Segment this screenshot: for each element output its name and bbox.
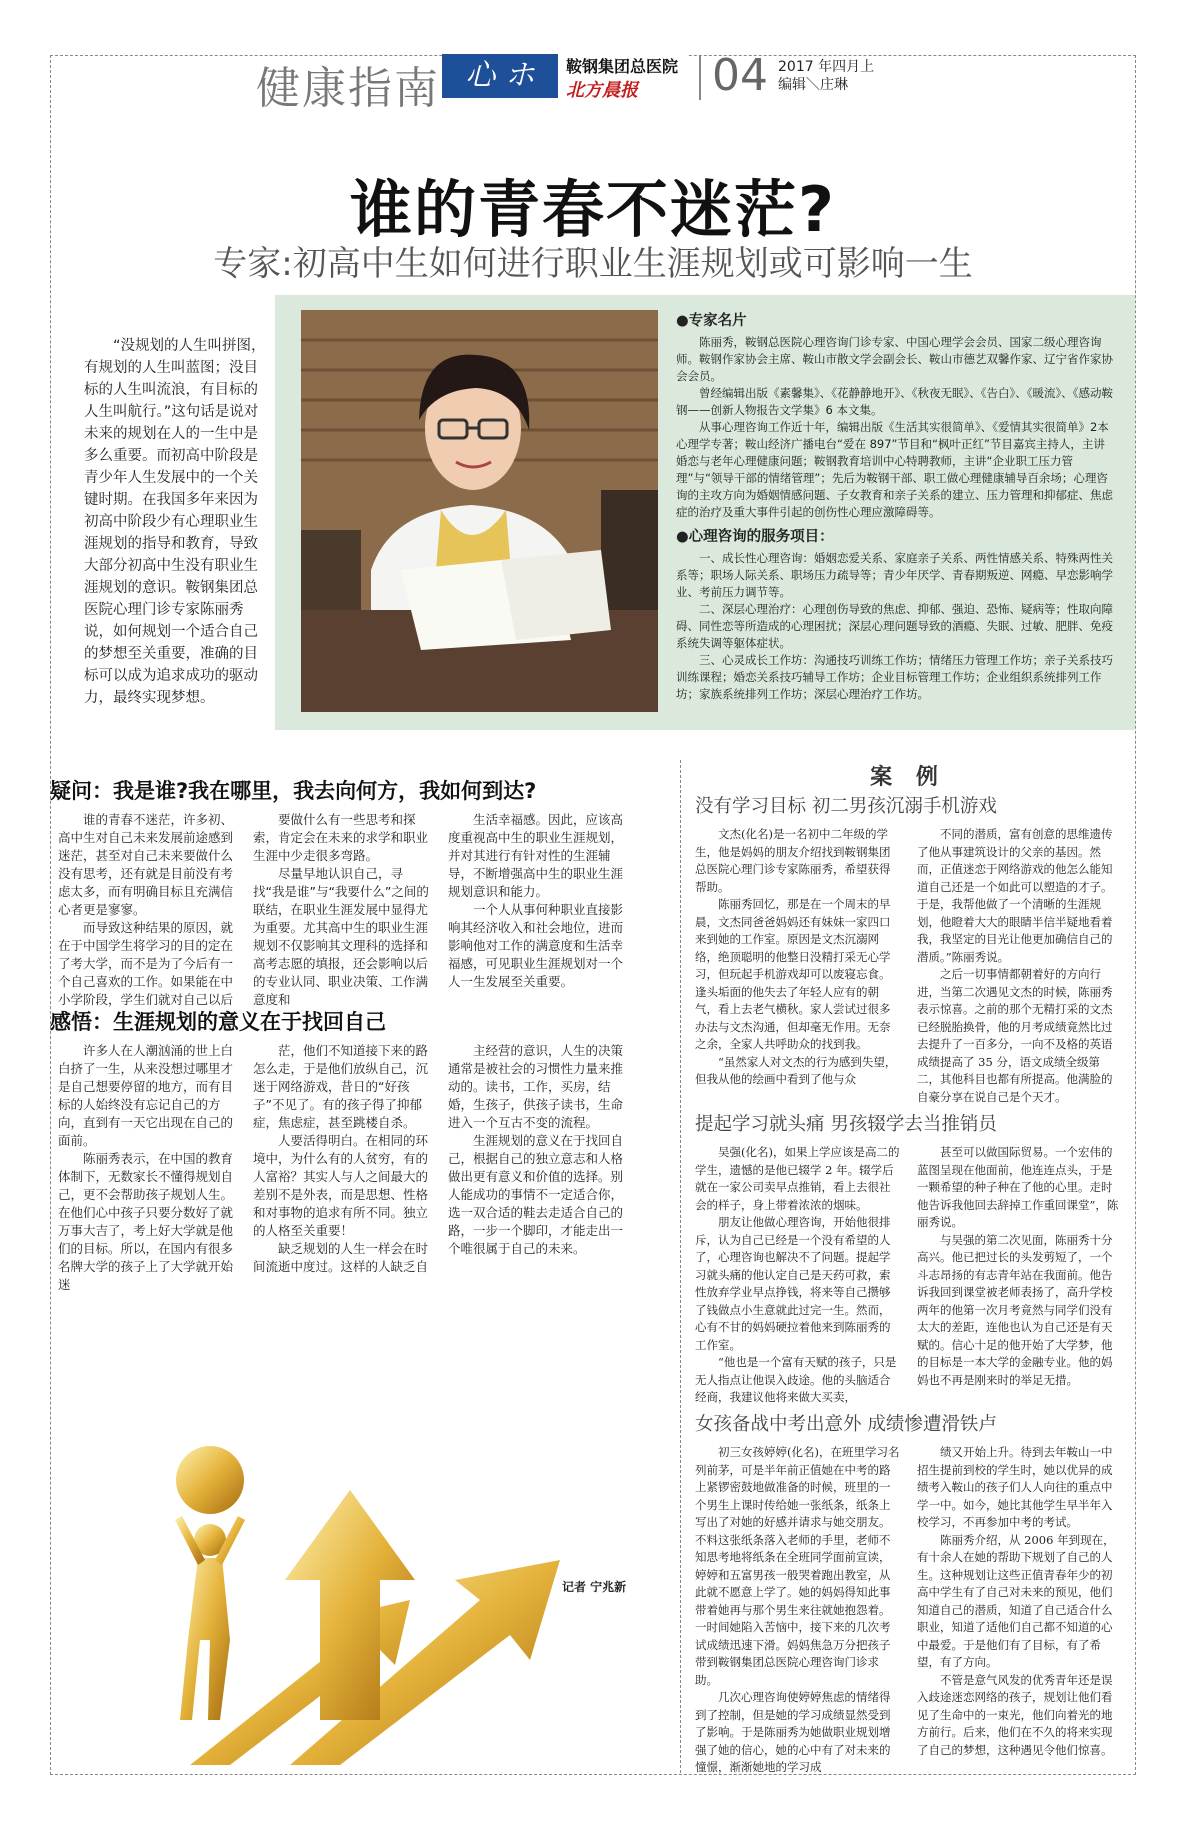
section2-c2a: 茫，他们不知道接下来的路怎么走，于是他们放纵自己，沉迷于网络游戏，昔日的“好孩子”不见了。有的孩子得了抑郁症，焦虑症，甚至跳楼自杀。 — [253, 1043, 429, 1130]
case2-l3: “他也是一个富有天赋的孩子，只是无人指点让他误入歧途。他的头脑适合经商，我建议他将来做大买卖， — [695, 1355, 897, 1404]
service-heading: ●心理咨询的服务项目： — [676, 529, 834, 545]
section2-c1b: 陈丽秀表示，在中国的教育体制下，无数家长不懂得规划自己，更不会帮助孩子规划人生。在他们心中孩子只要分数好了就万事大吉了，考上好大学就是他们的目标。所以，在国内有很多名牌大学的孩子上了大学就开始迷 — [58, 1151, 234, 1292]
section1-col3 — [448, 811, 628, 991]
header-divider — [699, 56, 701, 100]
section2-body — [50, 1042, 650, 1292]
case2-l1: 吴强(化名)，如果上学应该是高二的学生，遗憾的是他已辍学 2 年。辍学后就在一家公司卖早点推销，看上去很社会的样子，身上带着浓浓的烟味。 — [695, 1145, 900, 1212]
section1-c1a: 谁的青春不迷茫，许多初、高中生对自己未来发展前途感到迷茫，甚至对自己未来要做什么没有思考，还有就是目前没有考虑太多，而有明确目标且充满信心者更是寥寥。 — [58, 812, 234, 917]
expert-bio-p1: 陈丽秀，鞍钢总医院心理咨询门诊专家、中国心理学会会员、国家二级心理咨询师。鞍钢作家协会主席、鞍山市散文学会副会长、鞍山市德艺双馨作家、辽宁省作家协会会员。 — [676, 335, 1113, 383]
subheadline: 专家:初高中生如何进行职业生涯规划或可影响一生 — [213, 244, 973, 284]
expert-portrait-illustration — [301, 310, 658, 712]
section-title: 健康指南 — [256, 63, 440, 114]
case1-right-col — [917, 826, 1122, 1106]
section2-c2b: 人要活得明白。在相同的环境中，为什么有的人贫穷，有的人富裕？其实人与人之间最大的差别不是外表，而是思想、性格和对事物的追求有所不同。独立的人格至关重要！ — [253, 1133, 429, 1238]
section1-heading: 疑问：我是谁?我在哪里，我去向何方，我如何到达? — [50, 779, 537, 803]
intro-paragraph: “没规划的人生叫拼图，有规划的人生叫蓝图；没目标的人生叫流浪，有目标的人生叫航行。”这句话是说对未来的规划在人的一生中是多么重要。而初高中阶段是青少年人生发展中的一个关键时期。在我国多年来因为初高中阶段少有心理职业生涯规划的指导和教育，导致大部分初高中生没有职业生涯规划的意识。鞍钢集团总医院心理门诊专家陈丽秀说，如何规划一个适合自己的梦想至关重要，准确的目标可以成为追求成功的驱动力，最终实现梦想。 — [84, 338, 266, 706]
section1-c3b: 一个人从事何种职业直接影响其经济收入和社会地位，进而影响他对工作的满意度和生活幸福感，可见职业生涯规划对一个人一生发展至关重要。 — [448, 902, 624, 989]
expert-bio-p2: 曾经编辑出版《素馨集》、《花静静地开》、《秋夜无眠》、《告白》、《暖流》、《感动鞍钢——创新人物报告文学集》6 本文集。 — [676, 386, 1113, 417]
service-item-1: 一、成长性心理咨询：婚姻恋爱关系、家庭亲子关系、两性情感关系、特殊两性关系等；职场人际关系、职场压力疏导等；青少年厌学、青春期叛逆、网瘾、早恋影响学业、考前压力调节等。 — [676, 551, 1113, 599]
banner-logo: 心 ホ — [442, 54, 558, 98]
section2-col1 — [58, 1042, 238, 1294]
case2-l2: 朋友让他做心理咨询，开始他很排斥，认为自己已经是一个没有希望的人了，心理咨询也解决不了问题。提起学习就头痛的他认定自己是天药可救，索性放弃学业早点挣钱，将来等自己攒够了钱做点小生意就此过完一生。然而，心有不甘的妈妈硬拉着他来到陈丽秀的工作室。 — [695, 1215, 891, 1352]
case3-heading: 女孩备战中考出意外 成绩惨遭滑铁卢 — [695, 1414, 997, 1435]
case3-right-col — [917, 1444, 1122, 1759]
case2-r2: 与吴强的第二次见面，陈丽秀十分高兴。他已把过长的头发剪短了，一个斗志昂扬的有志青年站在我面前。他告诉我回到课堂被老师表扬了，高升学校两年的他第一次月考竟然与同学们没有太大的差距，连他也认为自己还是有天赋的。信心十足的他开始了大学梦，他的目标是一本大学的金融专业。他的妈妈也不再是刚来时的举足无措。 — [917, 1232, 1113, 1387]
case1-l2: 陈丽秀回忆，那是在一个周末的早晨，文杰同爸爸妈妈还有妹妹一家四口来到她的工作室。原因是文杰沉溺网络，绝顶聪明的他整日没精打采无心学习，但玩起手机游戏却可以废寝忘食。逢头垢面的他失去了年轻人应有的朝气，看上去老气横秋。家人尝试过很多办法与文杰沟通，但却毫无作用。无奈之余，全家人共呼助众的找到我。 — [695, 897, 891, 1051]
case1-l3: “虽然家人对文杰的行为感到失望，但我从他的绘画中看到了他与众 — [695, 1054, 897, 1086]
case3-r3: 不管是意气风发的优秀青年还是误入歧途迷恋网络的孩子，规划让他们看见了生命中的一束光，他们向着光的地方前行。后来，他们在不久的将来实现了自己的梦想，这种遇见令他们惊喜。 — [917, 1672, 1113, 1757]
case1-r1: 不同的潜质，富有创意的思维遗传了他从事建筑设计的父亲的基因。然而，正值迷恋于网络游戏的他怎么能知道自己还是一个如此可以塑造的才子。于是，我帮他做了一个清晰的生涯规划，他瞪着大大的眼睛半信半疑地看着我，我坚定的目光让他更加确信自己的潜质。”陈丽秀说。 — [917, 827, 1113, 964]
case-panel-title: 案 例 — [870, 765, 946, 790]
case3-l1: 初三女孩婷婷(化名)，在班里学习名列前茅，可是半年前正值她在中考的路上紧锣密鼓地做准备的时候，班里的一个男生上课时传给她一张纸条，纸条上写出了对她的好感并请求与她交朋友。不料这张纸条落入老师的手里，老师不知思考地将纸条在全班同学面前宣读，婷婷和五富男孩一般哭着跑出教室，从此就不愿意上学了。她的妈妈得知此事带着她再与那个男生来往就她抱怨着。一时间她陷入苦恼中，接下来的几次考试成绩迅速下滑。妈妈焦急万分把孩子带到鞍钢集团总医院心理咨询门诊求助。 — [695, 1445, 900, 1687]
case2-right-col — [917, 1144, 1122, 1389]
case3-r1: 绩又开始上升。待到去年鞍山一中招生提前到校的学生时，她以优异的成绩考入鞍山的孩子们人人向往的重点中学一中。如今，她比其他学生早半年入校学习，不再参加中考的考试。 — [917, 1445, 1113, 1529]
section1-c1b: 而导致这种结果的原因，就在于中国学生将学习的目的定在了考大学，而不是为了今后有一个自己喜欢的工作。如果能在中小学阶段，学生们就对自己以后 — [58, 920, 234, 1007]
expert-card-heading: ●专家名片 — [676, 313, 747, 329]
section1-c3a: 生活幸福感。因此，应该高度重视高中生的职业生涯规划，并对其进行有针对性的生涯辅导，不断增强高中生的职业生涯规划意识和能力。 — [448, 812, 624, 899]
banner-hospital: 鞍钢集团总医院 — [566, 57, 679, 76]
section2-c2c: 缺乏规划的人生一样会在时间流逝中度过。这样的人缺乏自 — [253, 1241, 429, 1274]
section2-c3b: 生涯规划的意义在于找回自己，根据自己的独立意志和人格做出更有意义和价值的选择。别人能成功的事情不一定适合你，选一双合适的鞋去走适合自己的路，一步一个脚印，才能走出一个唯很属于自己的未来。 — [448, 1133, 624, 1256]
expert-bio — [676, 313, 1116, 703]
section2-c1a: 许多人在人潮汹涌的世上白白挤了一生，从来没想过哪里才是自己想要停留的地方，而有目标的人始终没有忘记自己的方向，直到有一天它出现在自己的面前。 — [58, 1043, 234, 1148]
masthead-banner — [442, 54, 687, 101]
case2-r1: 甚至可以做国际贸易。一个宏伟的蓝图呈现在他面前，他连连点头，于是一颗希望的种子种在了他的心里。走时他告诉我他回去辞掉工作重回课堂”，陈丽秀说。 — [917, 1145, 1119, 1229]
case-panel — [680, 760, 1135, 1773]
case2-left-col — [695, 1144, 900, 1407]
banner-paper: 北方晨报 — [566, 80, 638, 101]
case2-heading: 提起学习就头痛 男孩辍学去当推销员 — [695, 1114, 997, 1135]
reporter-byline: 记者 宁兆新 — [562, 1580, 627, 1594]
case3-left-col — [695, 1444, 900, 1777]
section1-c2b: 尽量早地认识自己，寻找“我是谁”与“我要什么”之间的联结，在职业生涯发展中显得尤为重要。尤其高中生的职业生涯规划不仅影响其文理科的选择和高考志愿的填报，还会影响以后的专业认同、职业决策、工作满意度和 — [253, 866, 429, 1007]
section1-col2 — [253, 811, 433, 1009]
service-item-3: 三、心灵成长工作坊：沟通技巧训练工作坊；情绪压力管理工作坊；亲子关系技巧训练课程；婚恋关系技巧辅导工作坊；企业目标管理工作坊；企业组织系统排列工作坊；家族系统排列工作坊；深层心理治疗工作坊。 — [676, 653, 1113, 701]
case1-r2: 之后一切事情都朝着好的方向行进，当第二次遇见文杰的时候，陈丽秀表示惊喜。之前的那个无精打采的文杰已经脱胎换骨，他的月考成绩竟然比过去提升了一百多分，一向不及格的英语成绩提高了 35 分，语文成绩全级第二，其他科目也都有所提高。他满脸的自豪分享在说自己是个天才。 — [917, 967, 1113, 1104]
section1-col1 — [58, 811, 238, 1009]
issue-info — [778, 58, 874, 94]
issue-date: 2017 年四月上 — [778, 59, 875, 75]
case1-heading: 没有学习目标 初二男孩沉溺手机游戏 — [695, 796, 997, 817]
page-number: 04 — [712, 50, 768, 101]
section2-col3 — [448, 1042, 628, 1258]
section2-c3a: 主经营的意识，人生的决策通常是被社会的习惯性力量来推动的。读书，工作，买房，结婚，生孩子，供孩子读书，生命进入一个互古不变的流程。 — [448, 1043, 624, 1130]
section2-heading: 感悟：生涯规划的意义在于找回自己 — [50, 1010, 386, 1034]
expert-bio-p3: 从事心理咨询工作近十年，编辑出版《生活其实很简单》、《爱情其实很简单》2本心理学专著；鞍山经济广播电台“爱在 897”节目和“枫叶正红”节目嘉宾主持人，主讲婚恋与老年心理健康问题；鞍钢教育培训中心特聘教师，主讲“企业职工压力管理”与“领导干部的情绪管理”；先后为鞍钢干部、职工做心理健康辅导百余场；心理咨询的主攻方向为婚姻情感问题、子女教育和亲子关系的建立、压力管理和抑郁症、焦虑症的治疗及重大事件引起的创伤性心理应激障碍等。 — [676, 420, 1113, 519]
expert-photo — [301, 310, 658, 712]
section1-c2a: 要做什么有一些思考和探索，肯定会在未来的求学和职业生涯中少走很多弯路。 — [253, 812, 429, 863]
gold-figure-arrows-illustration — [60, 1420, 660, 1765]
case1-l1: 文杰(化名)是一名初中二年级的学生，他是妈妈的朋友介绍找到鞍钢集团总医院心理门诊专家陈丽秀，希望获得帮助。 — [695, 827, 891, 894]
section1-body — [50, 811, 650, 1011]
headline: 谁的青春不迷茫? — [350, 173, 836, 246]
section2-col2 — [253, 1042, 433, 1276]
case1-left-col — [695, 826, 900, 1089]
service-item-2: 二、深层心理治疗：心理创伤导致的焦虑、抑郁、强迫、恐怖、疑病等；性取向障碍、同性恋等所造成的心理困扰；深层心理问题导致的酒瘾、失眠、过敏、肥胖、免疫系统失调等躯体症状。 — [676, 602, 1113, 650]
case3-r2: 陈丽秀介绍，从 2006 年到现在，有十余人在她的帮助下规划了自己的人生。这种规划让这些正值青春年少的初高中学生有了自己对未来的预见，他们知道自己的潜质，知道了自己适合什么职业，知道了适他们自己都不知道的心中最爱。于是他们有了目标，有了希望，有了方向。 — [917, 1532, 1115, 1669]
editor-credit: 编辑＼庄琳 — [778, 77, 848, 93]
case3-l2: 几次心理咨询使婷婷焦虑的情绪得到了控制，但是她的学习成绩显然受到了影响。于是陈丽秀为她做职业规划增强了她的信心，她的心中有了对未来的憧憬，渐渐她地的学习成 — [695, 1690, 891, 1774]
